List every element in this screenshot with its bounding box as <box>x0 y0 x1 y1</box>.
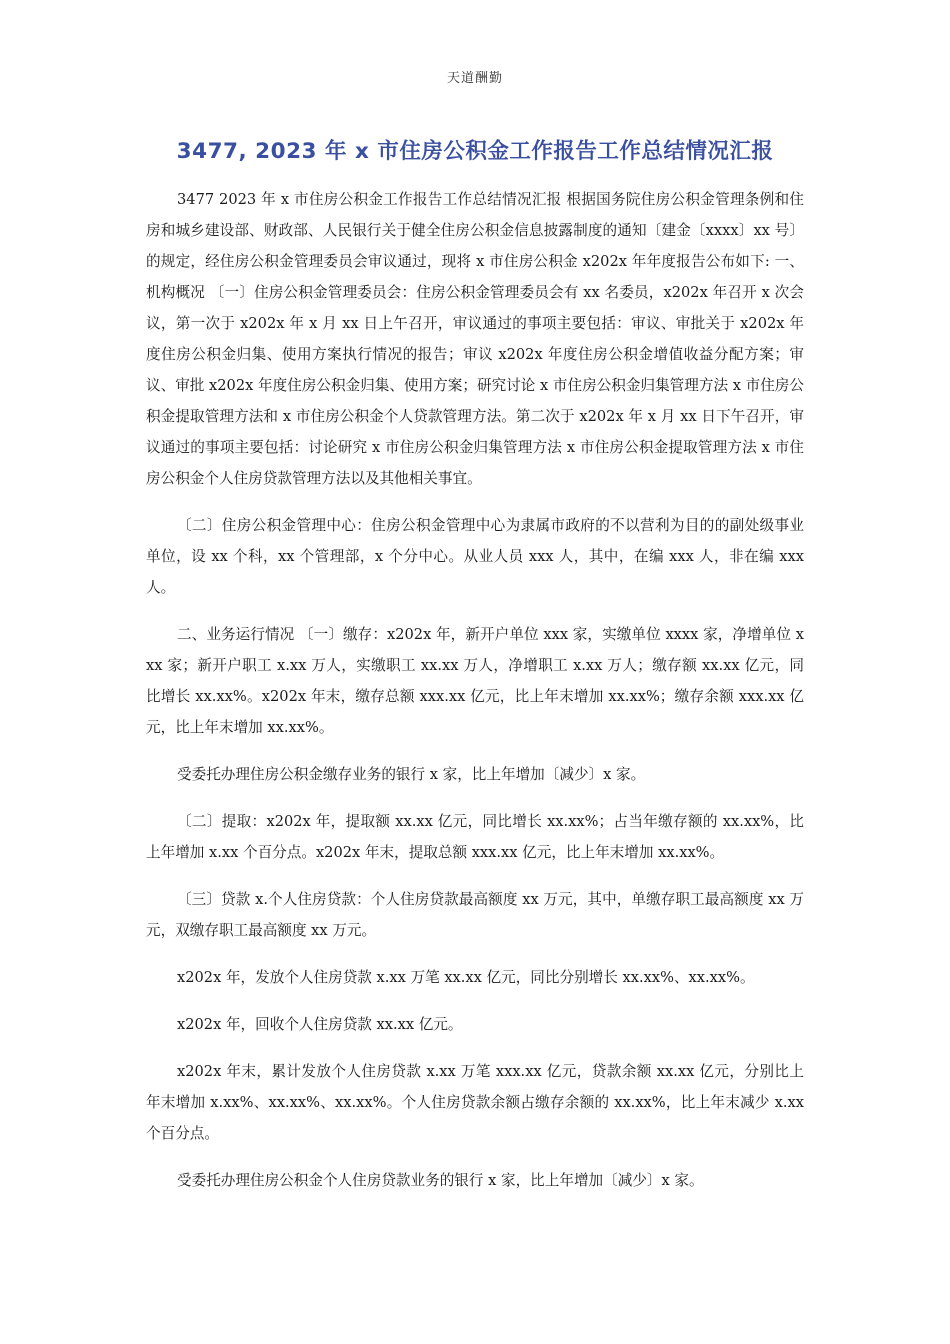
paragraph-withdrawal: 〔二〕提取：x202x 年，提取额 xx.xx 亿元，同比增长 xx.xx%；占当年缴存额的 xx.xx%，比上年增加 x.xx 个百分点。x202x 年末，提取总额 xxx.xx 亿元，比上年末增加 xx.xx%。 <box>146 813 804 861</box>
document-title: 3477, 2023 年 x 市住房公积金工作报告工作总结情况汇报 <box>176 139 774 164</box>
paragraph-loans: 〔三〕贷款 x.个人住房贷款：个人住房贷款最高额度 xx 万元，其中，单缴存职工最高额度 xx 万元，双缴存职工最高额度 xx 万元。 <box>146 891 804 939</box>
paragraph-loans-recovered: x202x 年，回收个人住房贷款 xx.xx 亿元。 <box>177 1016 463 1033</box>
paragraph-management-center: 〔二〕住房公积金管理中心：住房公积金管理中心为隶属市政府的不以营利为目的的副处级事业单位，设 xx 个科，xx 个管理部，x 个分中心。从业人员 xxx 人，其中，在编 xxx 人，非在编 xxx 人。 <box>146 517 804 596</box>
paragraph-deposit: 二、业务运行情况 〔一〕缴存：x202x 年，新开户单位 xxx 家，实缴单位 xxxx 家，净增单位 xxx 家；新开户职工 x.xx 万人，实缴职工 xx.xx 万人，净增职工 x.xx 万人；缴存额 xx.xx 亿元，同比增长 xx.xx%。x202x 年末，缴存总额 xxx.xx 亿元，比上年末增加 xx.xx%；缴存余额 xxx.xx 亿元，比上年末增加 xx.xx%。 <box>146 626 804 736</box>
paragraph-intro: 3477 2023 年 x 市住房公积金工作报告工作总结情况汇报 根据国务院住房公积金管理条例和住房和城乡建设部、财政部、人民银行关于健全住房公积金信息披露制度的通知〔建金〔xxxx〕xx 号〕的规定，经住房公积金管理委员会审议通过，现将 x 市住房公积金 x202x 年年度报告公布如下: 一、机构概况 〔一〕住房公积金管理委员会：住房公积金管理委员会有 xx 名委员，x202x 年召开 x 次会议，第一次于 x202x 年 x 月 xx 日上午召开，审议通过的事项主要包括：审议、审批关于 x202x 年度住房公积金归集、使用方案执行情况的报告；审议 x202x 年度住房公积金增值收益分配方案；审议、审批 x202x 年度住房公积金归集、使用方案；研究讨论 x 市住房公积金归集管理方法 x 市住房公积金提取管理方法和 x 市住房公积金个人贷款管理方法。第二次于 x202x 年 x 月 xx 日下午召开，审议通过的事项主要包括：讨论研究 x 市住房公积金归集管理方法 x 市住房公积金提取管理方法 x 市住房公积金个人住房贷款管理方法以及其他相关事宜。 <box>146 191 804 487</box>
page-header: 天道酬勤 <box>446 71 503 86</box>
paragraph-loans-issued: x202x 年，发放个人住房贷款 x.xx 万笔 xx.xx 亿元，同比分别增长 xx.xx%、xx.xx%。 <box>177 969 755 986</box>
paragraph-loan-banks: 受委托办理住房公积金个人住房贷款业务的银行 x 家，比上年增加〔减少〕x 家。 <box>177 1172 704 1189</box>
paragraph-loans-cumulative: x202x 年末，累计发放个人住房贷款 x.xx 万笔 xxx.xx 亿元，贷款余额 xx.xx 亿元，分别比上年末增加 x.xx%、xx.xx%、xx.xx%。个人住房贷款余额占缴存余额的 xx.xx%，比上年末减少 x.xx 个百分点。 <box>146 1063 804 1142</box>
document-body <box>146 184 804 1212</box>
paragraph-deposit-banks: 受委托办理住房公积金缴存业务的银行 x 家，比上年增加〔减少〕x 家。 <box>177 766 646 783</box>
